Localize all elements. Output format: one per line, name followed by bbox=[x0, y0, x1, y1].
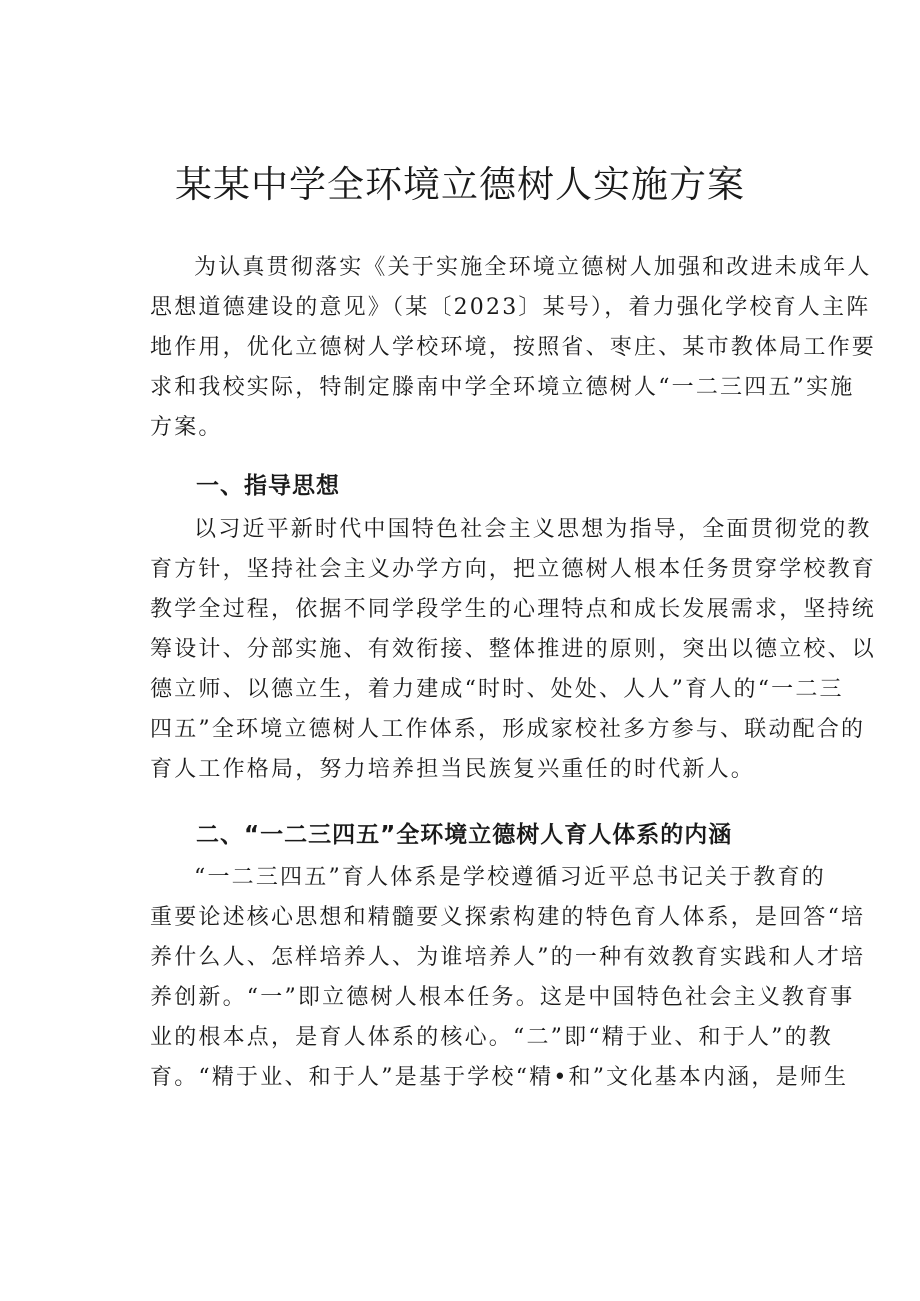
section1-line: 育人工作格局，努力培养担当民族复兴重任的时代新人。 bbox=[150, 757, 756, 782]
section2-line: 养创新。“一”即立德树人根本任务。这是中国特色社会主义教育事 bbox=[150, 985, 855, 1010]
section1-line: 以习近平新时代中国特色社会主义思想为指导，全面贯彻党的教 bbox=[194, 517, 872, 542]
intro-line: 求和我校实际，特制定滕南中学全环境立德树人“一二三四五”实施 bbox=[150, 375, 855, 400]
intro-line: 地作用，优化立德树人学校环境，按照省、枣庄、某市教体局工作要 bbox=[150, 335, 877, 360]
section2-line: “一二三四五”育人体系是学校遵循习近平总书记关于教育的 bbox=[194, 865, 826, 890]
section1-line: 育方针，坚持社会主义办学方向，把立德树人根本任务贯穿学校教育 bbox=[150, 557, 877, 582]
document-title: 某某中学全环境立德树人实施方案 bbox=[175, 163, 745, 206]
section1-line: 德立师、以德立生，着力建成“时时、处处、人人”育人的“一二三 bbox=[150, 677, 844, 702]
intro-line: 方案。 bbox=[150, 415, 223, 440]
section1-line: 筹设计、分部实施、有效衔接、整体推进的原则，突出以德立校、以 bbox=[150, 637, 877, 662]
section2-line: 重要论述核心思想和精髓要义探索构建的特色育人体系，是回答“培 bbox=[150, 905, 866, 930]
section1-heading: 一、指导思想 bbox=[196, 473, 340, 499]
section1-line: 教学全过程，依据不同学段学生的心理特点和成长发展需求，坚持统 bbox=[150, 597, 877, 622]
section2-heading: 二、“一二三四五”全环境立德树人育人体系的内涵 bbox=[196, 822, 733, 848]
section1-paragraph bbox=[150, 510, 877, 790]
section2-line: 育。“精于业、和于人”是基于学校“精•和”文化基本内涵，是师生 bbox=[150, 1065, 849, 1090]
section2-line: 养什么人、怎样培养人、为谁培养人”的一种有效教育实践和人才培 bbox=[150, 945, 866, 970]
intro-line: 为认真贯彻落实《关于实施全环境立德树人加强和改进未成年人 bbox=[194, 255, 872, 280]
section1-line: 四五”全环境立德树人工作体系，形成家校社多方参与、联动配合的 bbox=[150, 717, 866, 742]
intro-paragraph bbox=[150, 248, 877, 448]
section2-paragraph bbox=[150, 858, 866, 1098]
section2-line: 业的根本点，是育人体系的核心。“二”即“精于业、和于人”的教 bbox=[150, 1025, 833, 1050]
intro-line: 思想道德建设的意见》（某〔2023〕某号），着力强化学校育人主阵 bbox=[150, 295, 871, 320]
